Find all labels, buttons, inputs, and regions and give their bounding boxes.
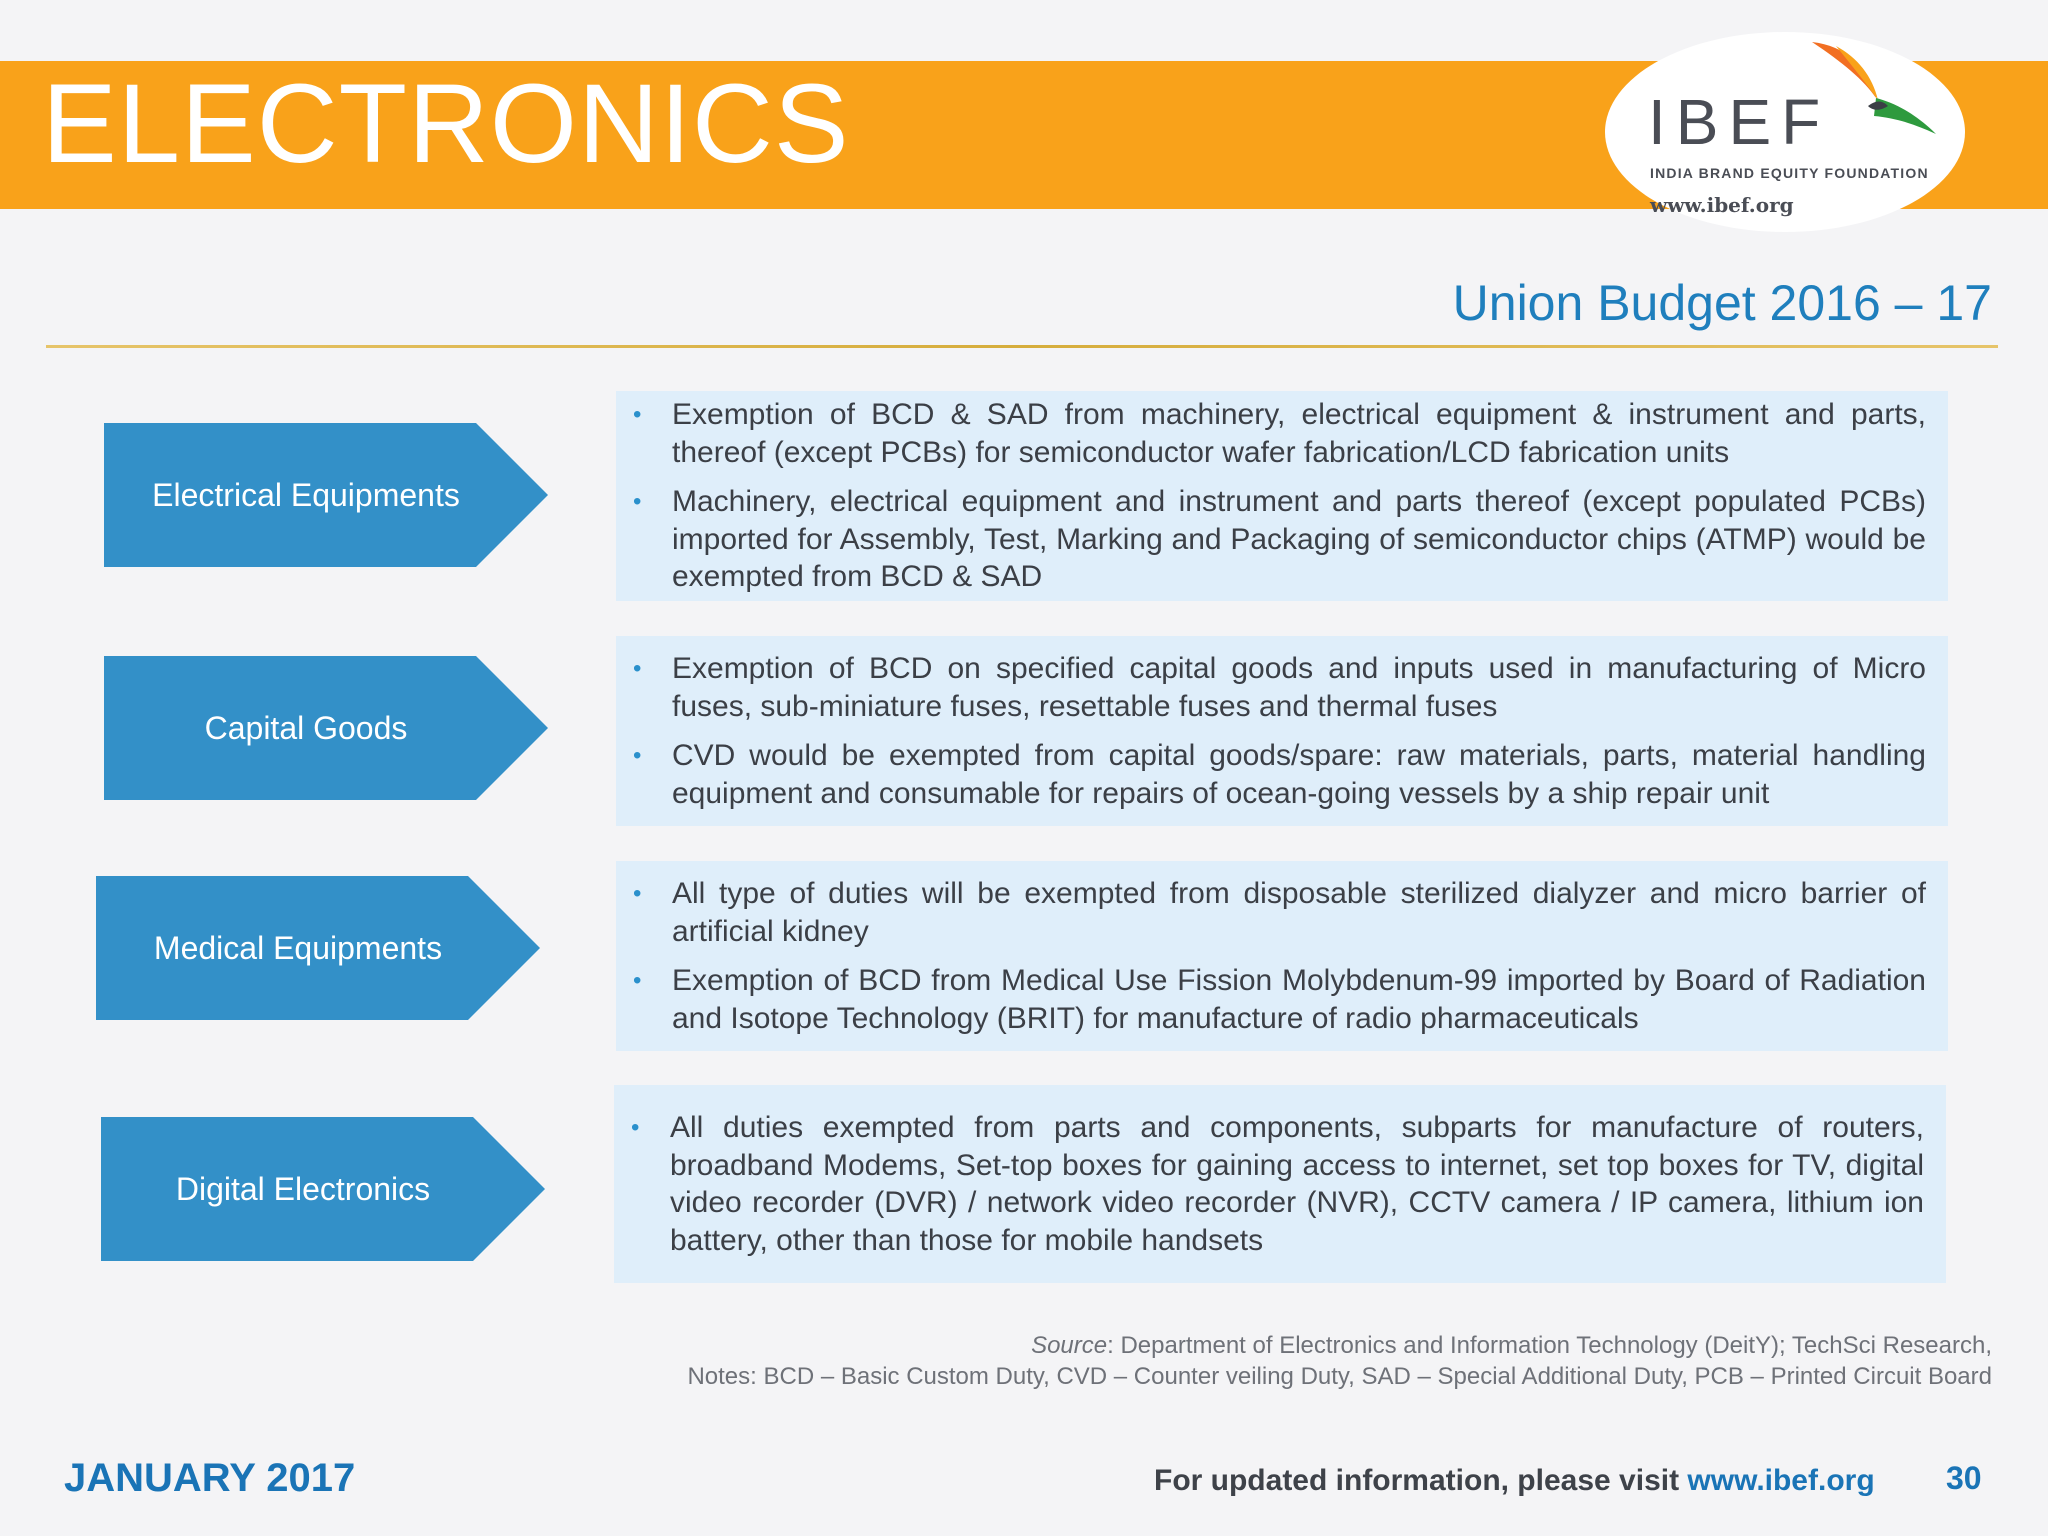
category-arrow-capital [104,656,548,800]
details-panel-medical [616,861,1948,1051]
footer-note [1154,1464,1875,1498]
bullet-item: • Exemption of BCD on specified capital goods and inputs used in manufacturing of Micro fuses, sub-miniature fuses, resettable fuses and thermal fuses [672,650,1926,725]
footer-link[interactable]: www.ibef.org [1687,1464,1875,1497]
source-line [687,1330,1992,1361]
category-label: Digital Electronics [175,1170,431,1207]
category-label: Capital Goods [204,709,408,746]
bullet-item: • Machinery, electrical equipment and instrument and parts thereof (except populated PCBs) imported for Assembly, Test, Marking and Packaging of semiconductor chips (ATMP) would be exempted from BCD & SAD [672,483,1926,596]
footer-date: JANUARY 2017 [64,1456,356,1500]
page-number: 30 [1946,1460,1982,1496]
divider [46,345,1998,348]
category-label: Medical Equipments [153,929,443,966]
page-title: ELECTRONICS [42,61,850,186]
logo-tagline: INDIA BRAND EQUITY FOUNDATION [1650,165,1929,181]
section-subtitle: Union Budget 2016 – 17 [1452,275,1992,331]
notes-line: Notes: BCD – Basic Custom Duty, CVD – Counter veiling Duty, SAD – Special Additional Duty, PCB – Printed Circuit Board [687,1363,1992,1390]
category-arrow-digital [101,1117,545,1261]
category-label: Electrical Equipments [152,476,460,513]
bullet-item: • All duties exempted from parts and components, subparts for manufacture of routers, broadband Modems, Set-top boxes for gaining access to internet, set top boxes for TV, digital video recorder (DVR) / network video recorder (NVR), CCTV camera / IP camera, lithium ion battery, other than those for mobile handsets [670,1109,1924,1259]
category-arrow-electrical [104,423,548,567]
bullet-item: • Exemption of BCD from Medical Use Fission Molybdenum-99 imported by Board of Radiation and Isotope Technology (BRIT) for manufacture of radio pharmaceuticals [672,962,1926,1037]
source-label: Source [1031,1332,1108,1359]
logo-wordmark: IBEF [1648,86,1831,158]
details-panel-digital [614,1085,1946,1283]
details-panel-capital [616,636,1948,826]
details-panel-electrical [616,391,1948,601]
logo-url[interactable]: www.ibef.org [1650,193,1794,217]
bullet-item: • All type of duties will be exempted from disposable sterilized dialyzer and micro barrier of artificial kidney [672,875,1926,950]
footer-note-text: For updated information, please visit [1154,1464,1688,1497]
bullet-item: • Exemption of BCD & SAD from machinery, electrical equipment & instrument and parts, thereof (except PCBs) for semiconductor wafer fabrication/LCD fabrication units [672,396,1926,471]
bullet-item: • CVD would be exempted from capital goods/spare: raw materials, parts, material handling equipment and consumable for repairs of ocean-going vessels by a ship repair unit [672,737,1926,812]
source-notes [687,1330,1992,1392]
category-arrow-medical [96,876,540,1020]
source-text: : Department of Electronics and Information Technology (DeitY); TechSci Research, [1107,1332,1992,1359]
